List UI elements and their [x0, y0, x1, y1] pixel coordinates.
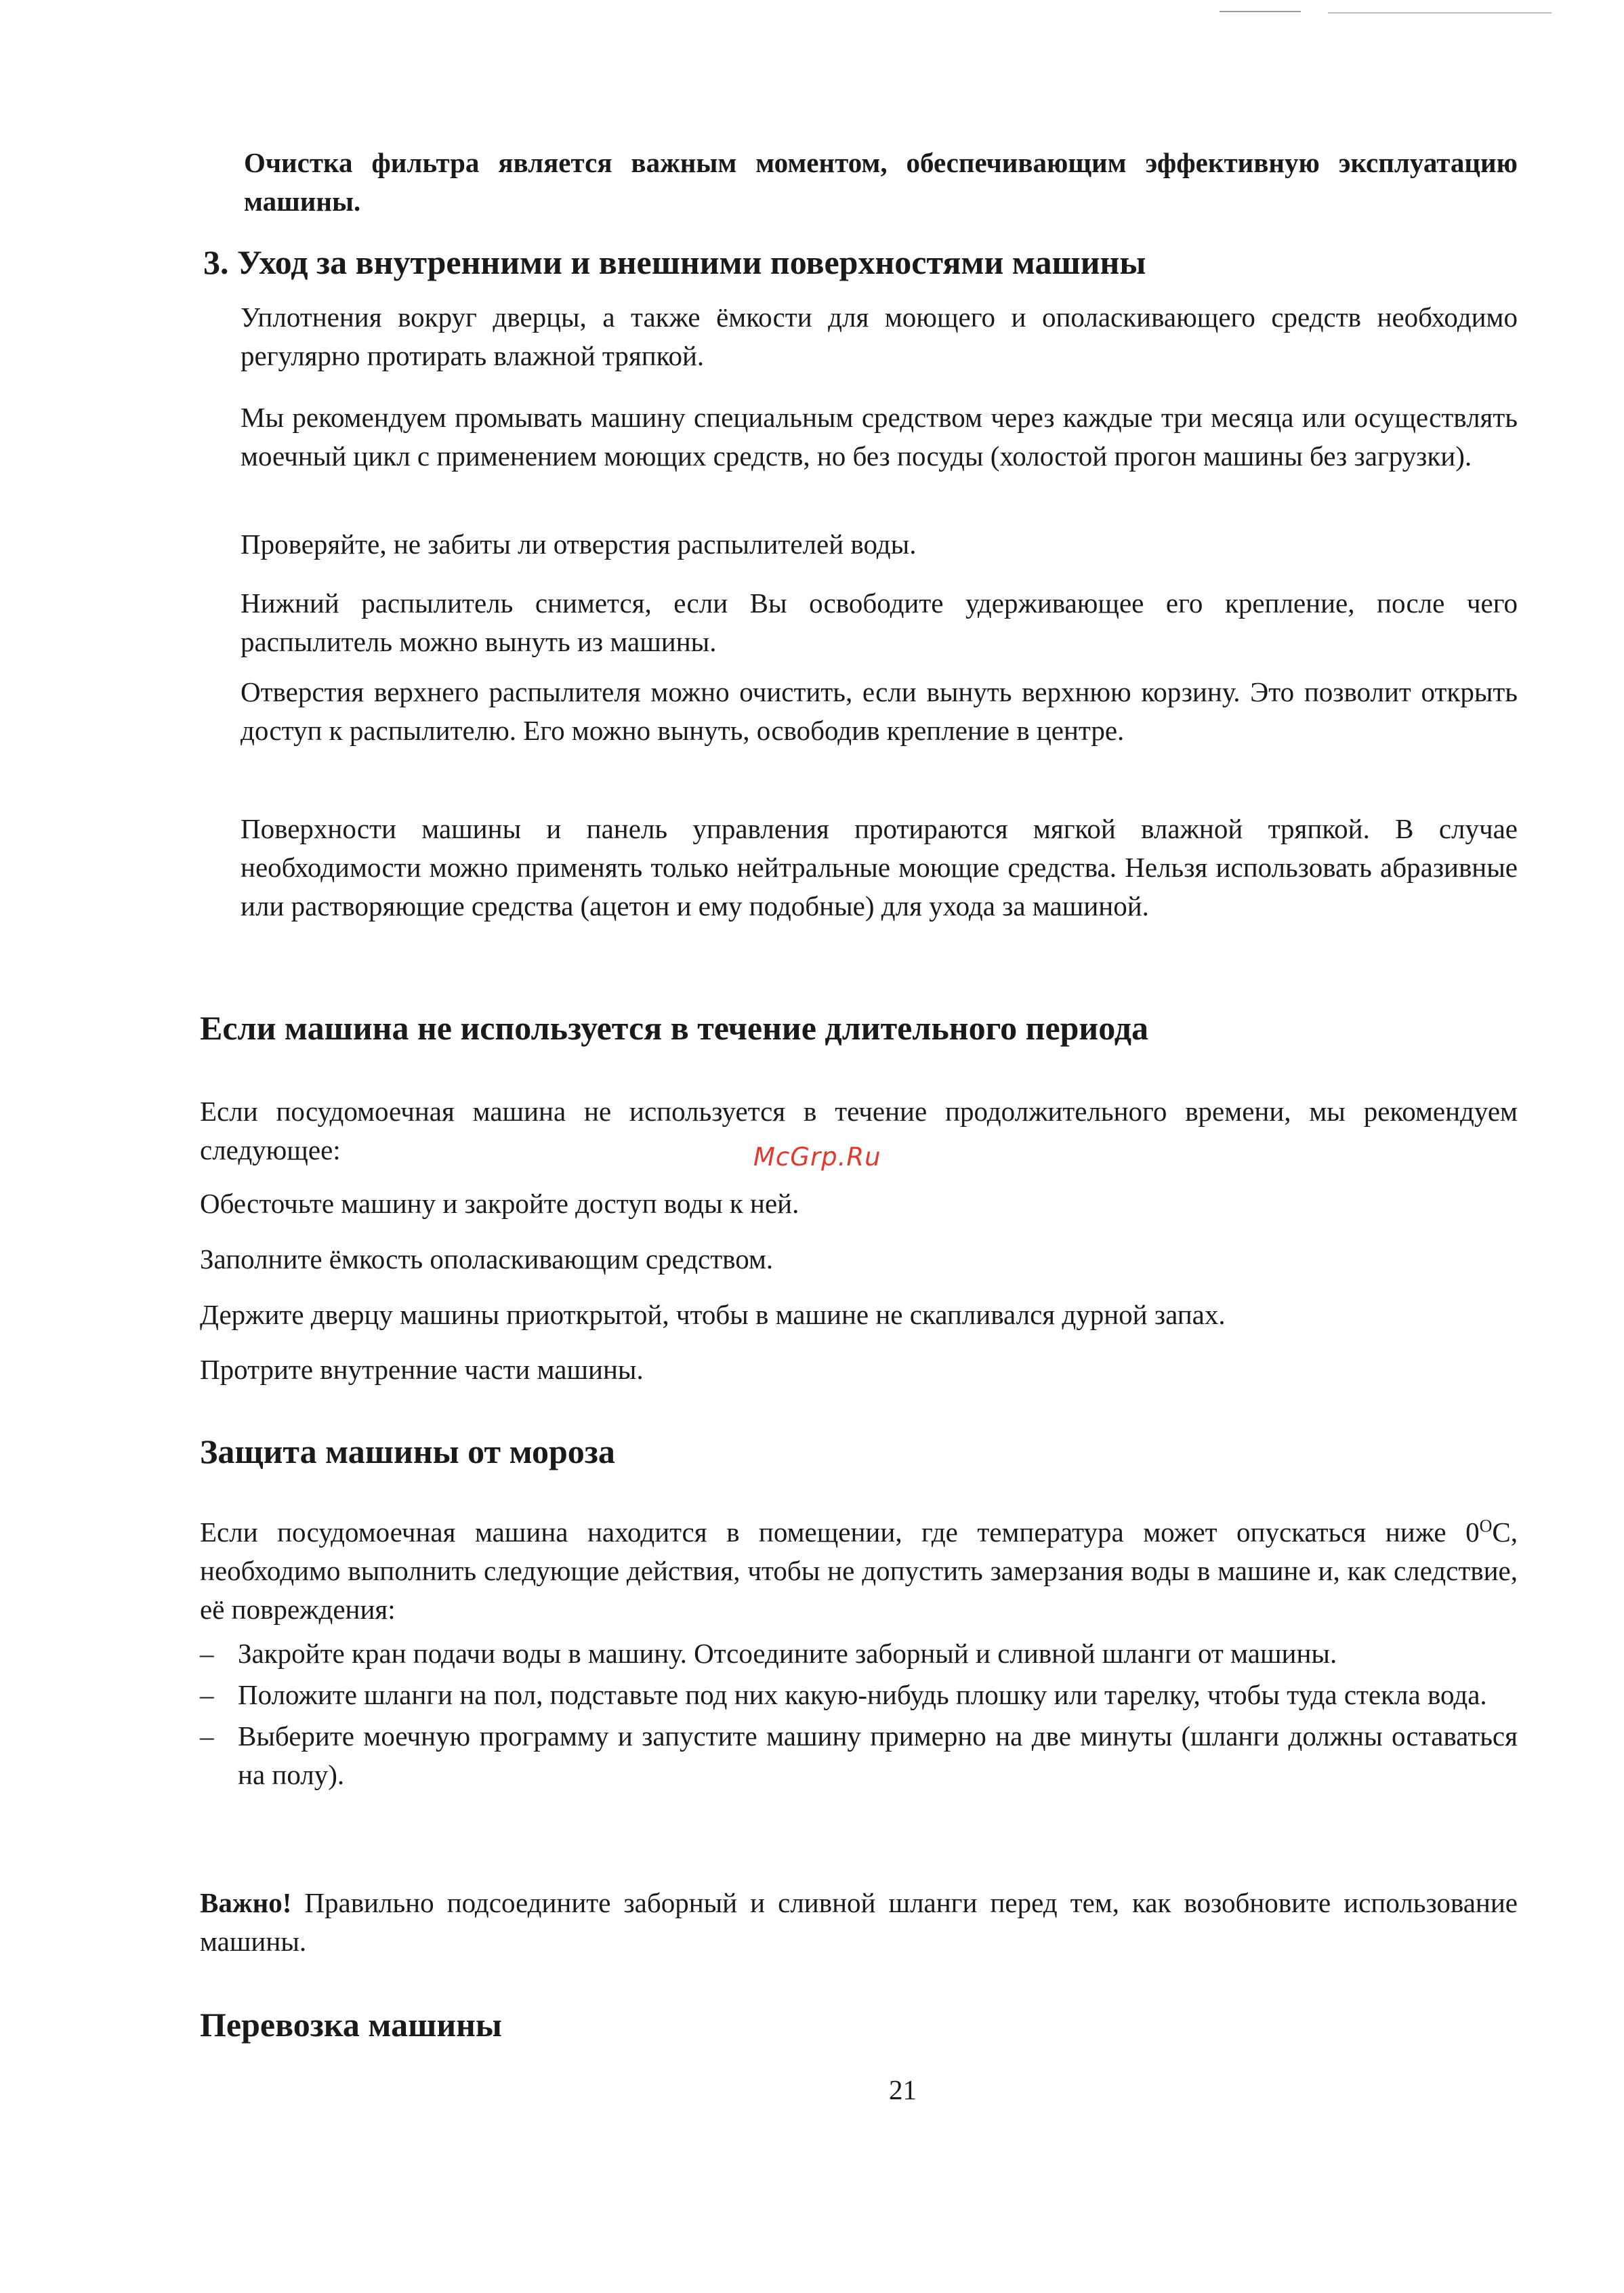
dash-bullet: –: [200, 1720, 214, 1752]
dash-bullet: –: [200, 1679, 214, 1710]
frost-intro-text: C, необходимо выполнить следующие действия, чтобы не допустить замерзания воды в машине и, как следствие, её повреждения:: [200, 1516, 1518, 1625]
important-label: Важно!: [200, 1887, 292, 1918]
list-item-text: Закройте кран подачи воды в машину. Отсоедините заборный и сливной шланги от машины.: [238, 1638, 1337, 1669]
long-period-heading: Если машина не используется в течение длительного периода: [200, 1009, 1149, 1047]
section-3-paragraph: Отверстия верхнего распылителя можно очистить, если вынуть верхнюю корзину. Это позволит открыть доступ к распылителю. Его можно вынуть, освободив крепление в центре.: [241, 676, 1518, 746]
section-3-heading: [203, 242, 1491, 283]
long-period-item: Протрите внутренние части машины.: [200, 1354, 644, 1385]
list-item: [200, 1676, 1518, 1714]
frost-steps-list: [200, 1634, 1518, 1797]
long-period-item: Заполните ёмкость ополаскивающим средством.: [200, 1243, 774, 1275]
scan-artifact-line: [1328, 12, 1552, 14]
section-3-paragraph: Нижний распылитель снимется, если Вы освободите удерживающее его крепление, после чего распылитель можно вынуть из машины.: [241, 587, 1518, 657]
dash-bullet: –: [200, 1638, 214, 1669]
important-note: [200, 1884, 1518, 1961]
long-period-item: Обесточьте машину и закройте доступ воды к ней.: [200, 1188, 799, 1219]
filter-note: Очистка фильтра является важным моментом, обеспечивающим эффективную эксплуатацию машины.: [244, 147, 1518, 217]
list-item-text: Положите шланги на пол, подставьте под них какую-нибудь плошку или тарелку, чтобы туда стекла вода.: [238, 1679, 1487, 1710]
list-item: [200, 1634, 1518, 1673]
frost-heading: Защита машины от мороза: [200, 1432, 615, 1470]
degree-superscript: O: [1479, 1516, 1493, 1536]
section-3-paragraph: Уплотнения вокруг дверцы, а также ёмкости для моющего и ополаскивающего средств необходимо регулярно протирать влажной тряпкой.: [241, 302, 1518, 371]
list-item: [200, 1717, 1518, 1794]
long-period-item: Держите дверцу машины приоткрытой, чтобы в машине не скапливался дурной запах.: [200, 1299, 1226, 1330]
important-text: Правильно подсоедините заборный и сливной шланги перед тем, как возобновите использование машины.: [200, 1887, 1518, 1957]
frost-intro-text: Если посудомоечная машина находится в помещении, где температура может опускаться ниже 0: [200, 1516, 1480, 1548]
section-3-title: Уход за внутренними и внешними поверхностями машины: [237, 243, 1146, 281]
watermark-logo: McGrp.Ru: [753, 1142, 881, 1172]
scan-artifact-line: [1220, 11, 1301, 12]
section-3-paragraph: Мы рекомендуем промывать машину специальным средством через каждые три месяца или осуществлять моечный цикл с применением моющих средств, но без посуды (холостой прогон машины без загрузки).: [241, 402, 1518, 472]
page-number: 21: [889, 2074, 917, 2105]
section-3-paragraph: Поверхности машины и панель управления протираются мягкой влажной тряпкой. В случае необходимости можно применять только нейтральные моющие средства. Нельзя использовать абразивные или растворяющие средства (ацетон и ему подобные) для ухода за машиной.: [241, 813, 1518, 922]
list-item-text: Выберите моечную программу и запустите машину примерно на две минуты (шланги должны оставаться на полу).: [238, 1720, 1518, 1790]
section-3-number: 3.: [203, 243, 229, 281]
transport-heading: Перевозка машины: [200, 2006, 502, 2044]
section-3-paragraph: Проверяйте, не забиты ли отверстия распылителей воды.: [241, 529, 917, 560]
frost-intro: [200, 1513, 1518, 1629]
long-period-intro: Если посудомоечная машина не используется в течение продолжительного времени, мы рекомендуем следующее:: [200, 1096, 1518, 1165]
